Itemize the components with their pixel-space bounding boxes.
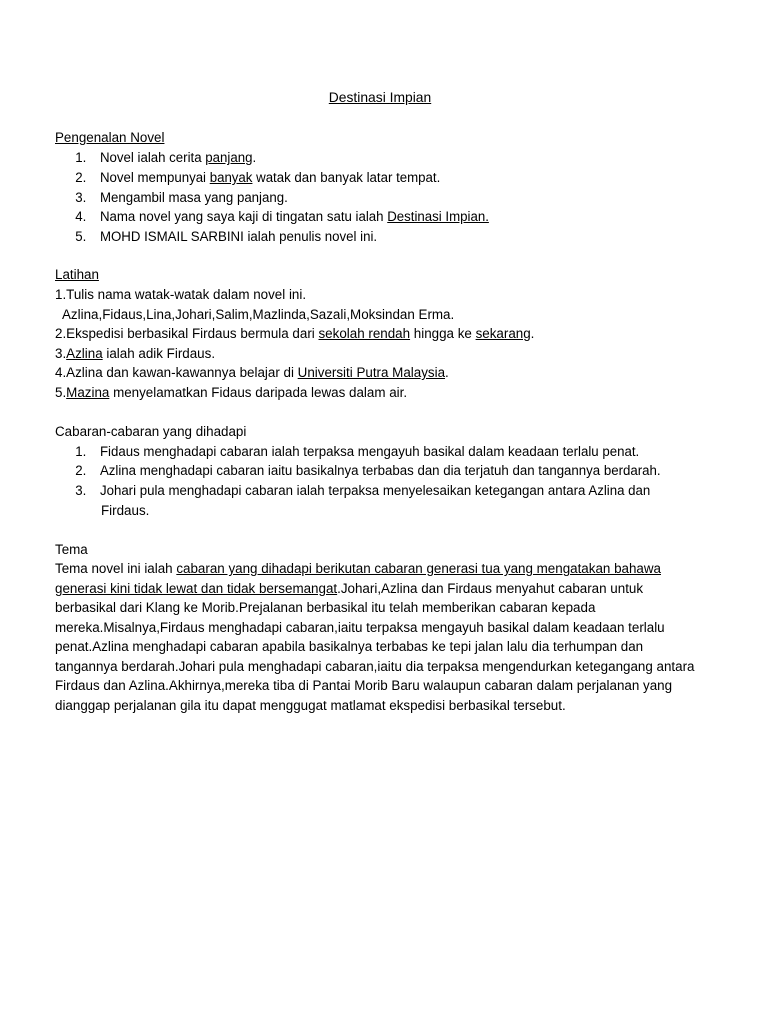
section-heading-tema: Tema [55,542,88,557]
list-number: 3. [75,483,87,498]
list-number: 1. [75,444,87,459]
list-text-continuation: Firdaus. [101,503,150,518]
list-text: Novel mempunyai [99,170,210,185]
underlined-text: Universiti Putra Malaysia [297,365,446,380]
list-text: . [252,150,257,165]
list-number: 4. [75,209,87,224]
underlined-text: Mazina [66,385,110,400]
exercise-question-4: 4.Azlina dan kawan-kawannya belajar di Universiti Putra Malaysia. [55,365,449,380]
paragraph-line: mereka.Misalnya,Firdaus menghadapi cabaran,iaitu terpaksa mengayuh basikal dalam keadaan terlalu [55,620,665,635]
list-text: Fidaus menghadapi cabaran ialah terpaksa mengayuh basikal dalam keadaan terlalu penat. [99,444,640,459]
list-text: watak dan banyak latar tempat. [252,170,441,185]
underlined-text: Azlina [66,346,103,361]
list-number: 5. [75,229,87,244]
paragraph-line: tangannya berdarah.Johari pula menghadapi cabaran,iaitu dia terpaksa mengendurkan ketegangang antara [55,659,695,674]
list-text: Mengambil masa yang panjang. [99,190,288,205]
section-heading-pengenalan: Pengenalan Novel [55,130,165,145]
exercise-question-3: 3.Azlina ialah adik Firdaus. [55,346,216,361]
paragraph-line: berbasikal dari Klang ke Morib.Prejalanan berbasikal itu telah memberikan cabaran kepada [55,600,596,615]
underlined-text: sekarang [475,326,531,341]
underlined-text: panjang [205,150,253,165]
list-text: Novel ialah cerita [99,150,206,165]
list-number: 2. [75,170,87,185]
list-number: 3. [75,190,87,205]
paragraph-line: penat.Azlina menghadapi cabaran apabila basikalnya terbabas ke tepi jalan lalu dia terhumpan dan [55,639,644,654]
exercise-question-1: 1.Tulis nama watak-watak dalam novel ini. [55,287,307,302]
list-number: 1. [75,150,87,165]
section-heading-cabaran: Cabaran-cabaran yang dihadapi [55,424,247,439]
exercise-question-2: 2.Ekspedisi berbasikal Firdaus bermula dari sekolah rendah hingga ke sekarang. [55,326,535,341]
document-title: Destinasi Impian [328,89,432,105]
exercise-question-5: 5.Mazina menyelamatkan Fidaus daripada lewas dalam air. [55,385,408,400]
list-text: Azlina menghadapi cabaran iaitu basikalnya terbabas dan dia terjatuh dan tangannya berdarah. [99,463,661,478]
list-text: MOHD ISMAIL SARBINI ialah penulis novel ini. [99,229,378,244]
paragraph-line: Tema novel ini ialah cabaran yang dihadapi berikutan cabaran generasi tua yang mengatakan bahawa [55,561,661,576]
exercise-answer-1: Azlina,Fidaus,Lina,Johari,Salim,Mazlinda,Sazali,Moksindan Erma. [62,307,455,322]
section-heading-latihan: Latihan [55,267,99,282]
underlined-text: sekolah rendah [318,326,411,341]
underlined-text: Destinasi Impian. [387,209,489,224]
list-text: Nama novel yang saya kaji di tingatan satu ialah [99,209,388,224]
list-number: 2. [75,463,87,478]
paragraph-line: dianggap perjalanan gila itu dapat menggugat matlamat ekspedisi berbasikal tersebut. [55,698,566,713]
underlined-text: cabaran yang dihadapi berikutan cabaran generasi tua yang mengatakan bahawa [176,561,661,576]
underlined-text: generasi kini tidak lewat dan tidak bersemangat [55,581,338,596]
paragraph-line: generasi kini tidak lewat dan tidak bersemangat.Johari,Azlina dan Firdaus menyahut cabaran untuk [55,581,644,596]
underlined-text: banyak [209,170,253,185]
list-text: Johari pula menghadapi cabaran ialah terpaksa menyelesaikan ketegangan antara Azlina dan [99,483,651,498]
paragraph-line: Firdaus dan Azlina.Akhirnya,mereka tiba di Pantai Morib Baru walaupun cabaran dalam perjalanan yang [55,678,673,693]
